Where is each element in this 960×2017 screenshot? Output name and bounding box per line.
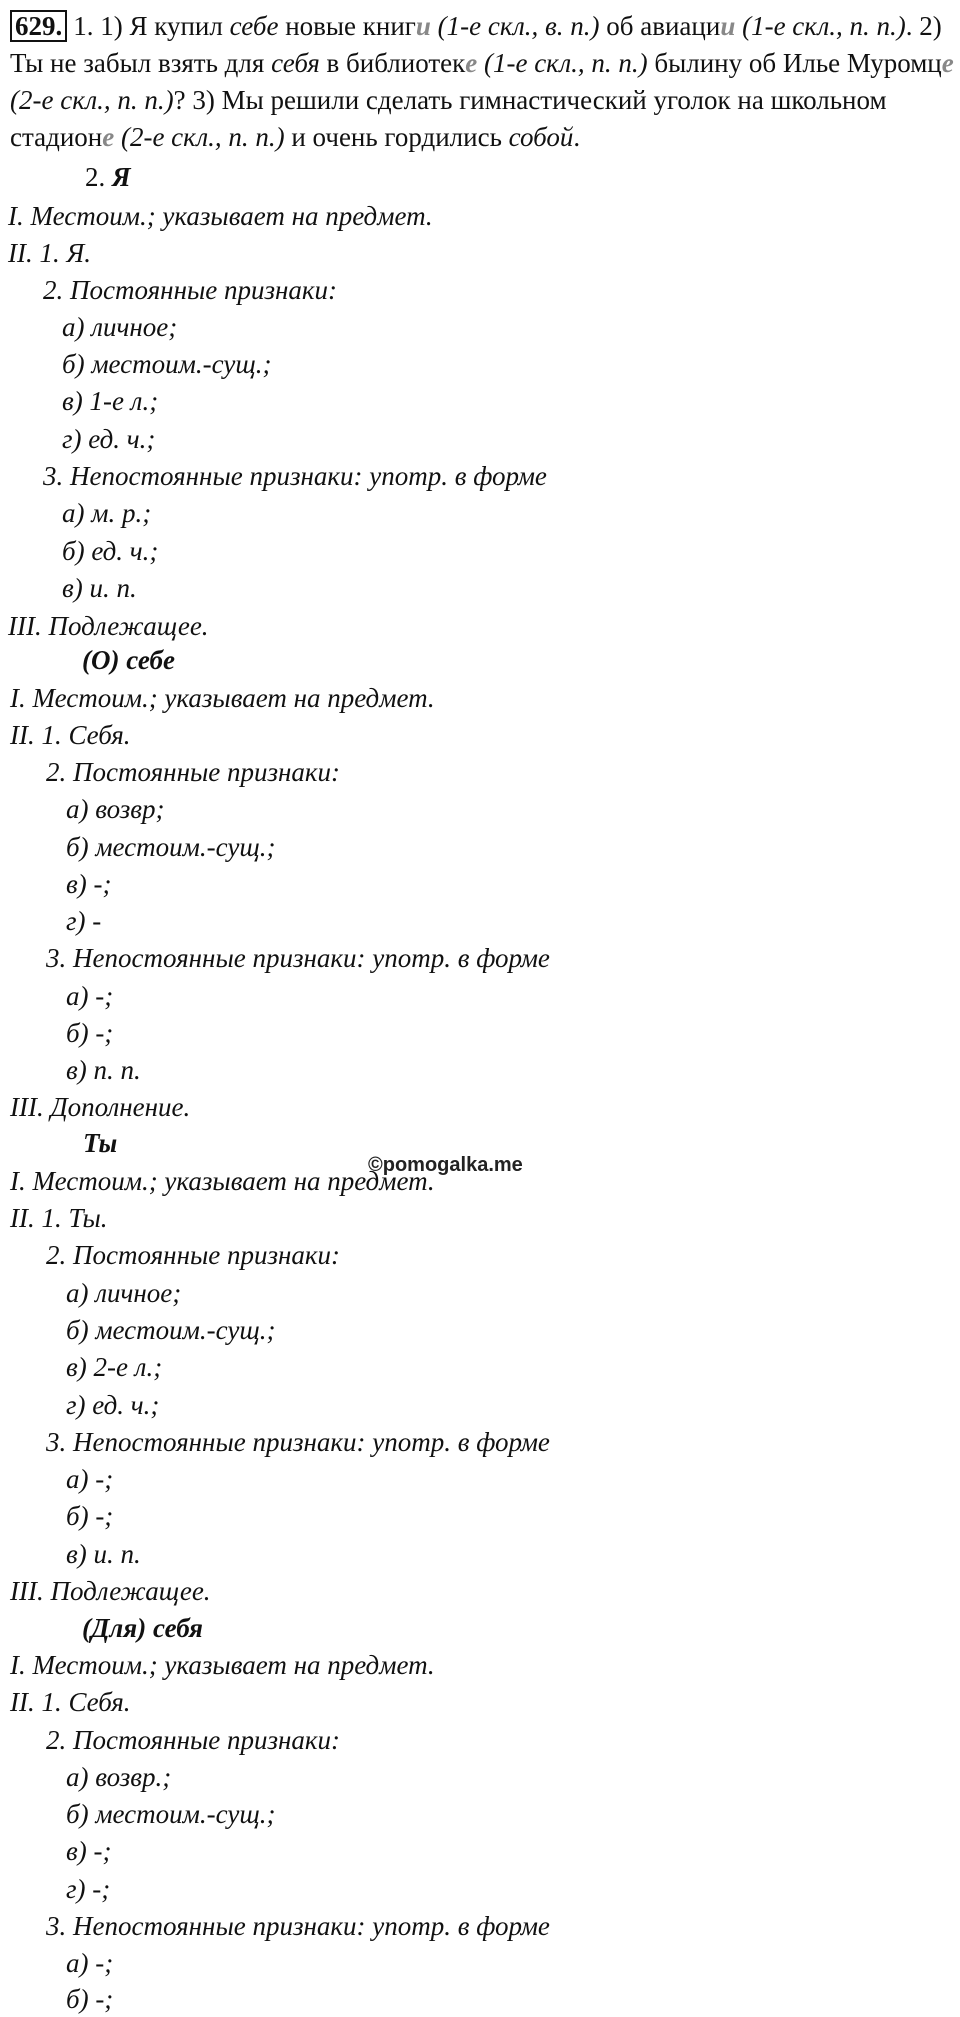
analysis-line: б) местоим.-сущ.; bbox=[66, 832, 276, 862]
analysis-line: б) местоим.-сущ.; bbox=[66, 1799, 276, 1829]
heading-ty: Ты bbox=[83, 1128, 118, 1158]
ending-highlight: и bbox=[415, 11, 431, 41]
analysis-line: 2. Постоянные признаки: bbox=[46, 757, 341, 787]
analysis-line: I. Местоим.; указывает на предмет. bbox=[10, 683, 435, 713]
task-part: (2-е скл., п. п.) bbox=[10, 85, 174, 115]
analysis-line: г) - bbox=[66, 906, 102, 936]
analysis-line: а) личное; bbox=[66, 1278, 182, 1308]
analysis-line: г) ед. ч.; bbox=[66, 1390, 160, 1420]
analysis-line: а) возвр.; bbox=[66, 1762, 172, 1792]
task-part: собой bbox=[508, 122, 574, 152]
task-part: (1-е скл., п. п.) bbox=[483, 48, 648, 78]
analysis-line: 3. Непостоянные признаки: употр. в форме bbox=[46, 943, 550, 973]
analysis-line: 3. Непостоянные признаки: употр. в форме bbox=[46, 1911, 550, 1941]
analysis-line: 2. Постоянные признаки: bbox=[46, 1240, 341, 1270]
task-part: былину об Илье Муромц bbox=[654, 48, 942, 78]
analysis-line: в) и. п. bbox=[66, 1539, 141, 1569]
analysis-line: III. Дополнение. bbox=[10, 1092, 191, 1122]
analysis-line: 2. Постоянные признаки: bbox=[46, 1725, 341, 1755]
analysis-line: а) личное; bbox=[62, 312, 178, 342]
task-part: (1-е скл., в. п.) bbox=[437, 11, 600, 41]
task-part: . bbox=[573, 122, 581, 152]
analysis-line: 3. Непостоянные признаки: употр. в форме bbox=[43, 461, 547, 491]
watermark: ©pomogalka.me bbox=[368, 1154, 523, 1176]
analysis-line: б) ед. ч.; bbox=[62, 536, 159, 566]
ending-highlight: е bbox=[102, 122, 115, 152]
task-part: 1. 1) Я купил bbox=[73, 11, 223, 41]
analysis-line: в) -; bbox=[66, 1836, 112, 1866]
task-text bbox=[10, 8, 955, 156]
analysis-line: III. Подлежащее. bbox=[8, 611, 209, 641]
analysis-line: в) и. п. bbox=[62, 573, 137, 603]
analysis-line: 3. Непостоянные признаки: употр. в форме bbox=[46, 1427, 550, 1457]
analysis-line: 2. Постоянные признаки: bbox=[43, 275, 338, 305]
analysis-line: в) 1-е л.; bbox=[62, 386, 159, 416]
analysis-line: I. Местоим.; указывает на предмет. bbox=[8, 201, 433, 231]
task-part: . 2) Ты не забыл взять для bbox=[10, 11, 942, 78]
analysis-line: б) -; bbox=[66, 1018, 114, 1048]
heading-number: 2. bbox=[85, 162, 106, 192]
analysis-line: б) -; bbox=[66, 1984, 114, 2014]
analysis-line: в) 2-е л.; bbox=[66, 1352, 163, 1382]
task-part: и очень гордились bbox=[291, 122, 502, 152]
analysis-line: в) -; bbox=[66, 869, 112, 899]
task-part: (2-е скл., п. п.) bbox=[120, 122, 285, 152]
heading-ya bbox=[85, 160, 131, 194]
analysis-line: а) -; bbox=[66, 981, 114, 1011]
analysis-line: б) местоим.-сущ.; bbox=[62, 349, 272, 379]
analysis-line: в) п. п. bbox=[66, 1055, 141, 1085]
analysis-line: а) -; bbox=[66, 1948, 114, 1978]
task-part: (1-е скл., п. п.) bbox=[742, 11, 906, 41]
analysis-line: г) -; bbox=[66, 1874, 111, 1904]
heading-dlya-sebya: (Для) себя bbox=[82, 1613, 203, 1643]
task-part: себя bbox=[271, 48, 320, 78]
heading-sebe: (О) себе bbox=[82, 645, 175, 675]
analysis-line: I. Местоим.; указывает на предмет. bbox=[10, 1650, 435, 1680]
analysis-line: б) -; bbox=[66, 1501, 114, 1531]
task-part: себе bbox=[229, 11, 279, 41]
analysis-line: б) местоим.-сущ.; bbox=[66, 1315, 276, 1345]
task-part: в библиотек bbox=[326, 48, 466, 78]
analysis-line: а) -; bbox=[66, 1464, 114, 1494]
task-part: об авиаци bbox=[606, 11, 721, 41]
ending-highlight: е bbox=[941, 48, 954, 78]
task-part: ? 3) Мы решили сделать гимнастический уголок на школьном стадион bbox=[10, 85, 887, 152]
analysis-line: II. 1. Себя. bbox=[10, 1687, 131, 1717]
analysis-line: III. Подлежащее. bbox=[10, 1576, 211, 1606]
exercise-number: 629. bbox=[10, 10, 67, 42]
analysis-line: а) возвр; bbox=[66, 794, 165, 824]
analysis-line: II. 1. Себя. bbox=[10, 720, 131, 750]
analysis-line: II. 1. Я. bbox=[8, 238, 91, 268]
task-part: новые книг bbox=[285, 11, 416, 41]
heading-word: Я bbox=[112, 162, 131, 192]
analysis-line: II. 1. Ты. bbox=[10, 1203, 108, 1233]
ending-highlight: е bbox=[465, 48, 478, 78]
analysis-line: г) ед. ч.; bbox=[62, 424, 156, 454]
ending-highlight: и bbox=[720, 11, 736, 41]
analysis-line: I. Местоим.; указывает на предмет. bbox=[10, 1166, 435, 1196]
analysis-line: а) м. р.; bbox=[62, 498, 152, 528]
